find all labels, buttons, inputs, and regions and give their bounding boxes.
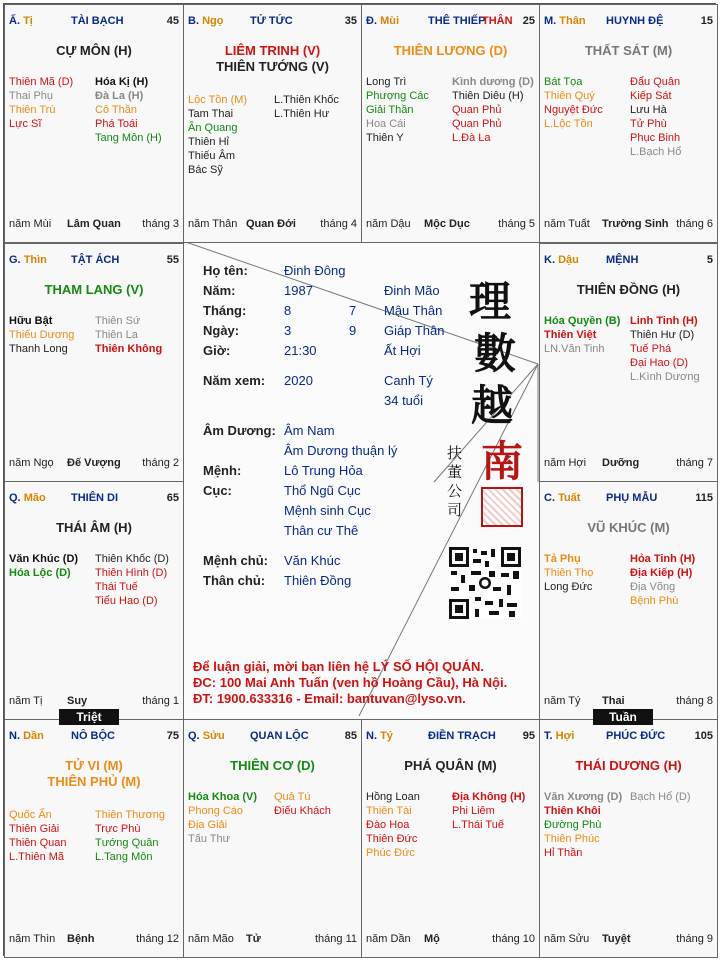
star-column-right <box>452 75 534 145</box>
minor-star: Tiểu Hao (D) <box>95 595 158 607</box>
palace-header <box>366 730 535 744</box>
star-column-left <box>544 790 622 860</box>
palace-cell[interactable] <box>4 243 184 482</box>
minor-star: Thiên Mã (D) <box>9 76 74 88</box>
palace-header <box>9 254 179 268</box>
footer-stage: Mộ <box>424 933 440 945</box>
minor-star: Trực Phù <box>95 823 141 835</box>
star-column-left <box>9 314 74 356</box>
minor-star: Bát Tọa <box>544 76 583 88</box>
minor-star: Thiên Thọ <box>544 567 594 579</box>
cuc-value: Thổ Ngũ Cục <box>284 483 361 498</box>
can-chi: B. Ngọ <box>188 15 224 27</box>
star-column-left <box>544 75 603 131</box>
palace-name: THÊ THIẾP <box>428 15 486 27</box>
minor-star: Đà La (H) <box>95 90 144 102</box>
palace-footer <box>544 457 713 471</box>
palace-cell[interactable] <box>539 4 718 243</box>
hour-value: 21:30 <box>284 343 317 358</box>
year-label: Năm: <box>203 283 236 298</box>
minor-star: Thiên Khôi <box>544 805 601 817</box>
contact-line-3[interactable]: ĐT: 1900.633316 - Email: bantuvan@lyso.vn. <box>193 691 466 706</box>
minor-star: L.Lộc Tồn <box>544 118 593 130</box>
minor-star: Lưu Hà <box>630 104 667 116</box>
minor-star: Đường Phù <box>544 819 602 831</box>
menh-chu-label: Mệnh chủ: <box>203 553 268 568</box>
star-column-right <box>95 75 162 145</box>
minor-star: Tấu Thư <box>188 833 231 845</box>
minor-star: Tam Thai <box>188 108 234 120</box>
main-stars <box>362 43 539 59</box>
minor-star: Hữu Bật <box>9 315 53 327</box>
minor-star: Phượng Các <box>366 90 429 102</box>
main-star: THIÊN PHỦ (M) <box>47 774 141 789</box>
palace-header <box>9 492 179 506</box>
view-year: 2020 <box>284 373 313 388</box>
footer-year: năm Dậu <box>366 218 411 230</box>
minor-star: Thiên Thương <box>95 809 166 821</box>
menh-value: Lô Trung Hỏa <box>284 463 363 478</box>
palace-header <box>544 15 713 29</box>
star-column-right <box>274 790 331 818</box>
palace-name: TÀI BẠCH <box>71 15 124 27</box>
can-chi: N. Dần <box>9 730 44 742</box>
palace-footer <box>366 933 535 947</box>
age: 34 tuổi <box>384 393 424 408</box>
minor-star: Thiên Đức <box>366 833 418 845</box>
than-chu-label: Thân chủ: <box>203 573 266 588</box>
palace-footer <box>9 933 179 947</box>
can-chi: Ấ. Tị <box>9 15 33 27</box>
minor-star: Hỉ Thần <box>544 847 583 859</box>
star-column-right <box>452 790 525 832</box>
cuc-note-1: Mệnh sinh Cục <box>284 503 371 518</box>
year-solar: 1987 <box>284 283 313 298</box>
minor-star: Thiên Giải <box>9 823 60 835</box>
star-column-left <box>366 790 420 860</box>
minor-star: Ân Quang <box>188 122 238 134</box>
minor-star: Nguyệt Đức <box>544 104 603 116</box>
minor-star: Quả Tú <box>274 791 311 803</box>
can-chi: T. Hợi <box>544 730 575 742</box>
palace-name: NÔ BỘC <box>71 730 115 742</box>
minor-star: Đại Hao (D) <box>630 357 689 369</box>
contact-line-2: ĐC: 100 Mai Anh Tuấn (ven hồ Hoàng Cầu), Hà Nội. <box>193 675 508 690</box>
footer-year: năm Mão <box>188 933 234 945</box>
palace-name: THIÊN DI <box>71 492 119 504</box>
main-stars <box>540 43 717 59</box>
footer-stage: Thai <box>602 695 625 707</box>
minor-star: Bệnh Phù <box>630 595 679 607</box>
palace-number: 55 <box>166 254 179 266</box>
minor-star: Lực Sĩ <box>9 118 42 130</box>
footer-month: tháng 8 <box>676 695 713 707</box>
minor-star: Điếu Khách <box>274 805 331 817</box>
palace-number: 65 <box>166 492 179 504</box>
menh-chu-value: Văn Khúc <box>284 553 341 568</box>
minor-star: Kình dương (D) <box>452 76 534 88</box>
minor-star: Thiên Sứ <box>95 315 141 327</box>
main-stars <box>540 282 717 298</box>
footer-month: tháng 12 <box>136 933 179 945</box>
tuan-tag: Tuần <box>593 709 653 725</box>
minor-star: L.Thái Tuế <box>452 819 504 831</box>
minor-star: L.Thiên Hư <box>274 108 330 120</box>
minor-star: Thiếu Dương <box>9 329 75 341</box>
star-column-left <box>188 93 247 177</box>
main-star: THÁI DƯƠNG (H) <box>575 758 682 773</box>
palace-footer <box>9 218 179 232</box>
main-star: LIÊM TRINH (V) <box>224 43 321 58</box>
footer-stage: Suy <box>67 695 88 707</box>
main-stars <box>362 758 539 774</box>
minor-star: Hóa Kị (H) <box>95 76 149 88</box>
minor-star: Quốc Ấn <box>9 809 52 821</box>
main-star: THIÊN LƯƠNG (D) <box>393 43 508 58</box>
minor-star: Thiên Quan <box>9 837 67 849</box>
main-stars <box>540 520 717 536</box>
palace-name: PHÚC ĐỨC <box>606 730 666 742</box>
star-column-right <box>630 75 681 159</box>
hour-label: Giờ: <box>203 343 231 358</box>
minor-star: Địa Không (H) <box>452 791 526 803</box>
minor-star: LN.Văn Tinh <box>544 343 605 355</box>
star-column-left <box>9 808 66 864</box>
star-column-left <box>9 552 78 580</box>
minor-star: Kiếp Sát <box>630 90 672 102</box>
footer-month: tháng 4 <box>320 218 357 230</box>
seal-char-4: 南 <box>481 437 524 486</box>
main-star: PHÁ QUÂN (M) <box>404 758 497 773</box>
footer-year: năm Tý <box>544 695 581 707</box>
view-year-label: Năm xem: <box>203 373 266 388</box>
minor-star: L.Thiên Khốc <box>274 94 339 106</box>
footer-month: tháng 9 <box>676 933 713 945</box>
main-star: THIÊN CƠ (D) <box>230 758 315 773</box>
main-stars <box>5 758 183 790</box>
minor-star: Đẩu Quân <box>630 76 681 88</box>
footer-year: năm Thân <box>188 218 238 230</box>
palace-header <box>188 15 357 29</box>
footer-stage: Quan Đới <box>246 218 296 230</box>
minor-star: Thiếu Âm <box>188 150 236 162</box>
palace-name: QUAN LỘC <box>250 730 309 742</box>
cuc-label: Cục: <box>203 483 232 498</box>
minor-star: L.Thiên Mã <box>9 851 65 863</box>
minor-star: Thai Phụ <box>9 90 54 102</box>
hour-lunar: Ất Hợi <box>384 343 421 358</box>
star-column-right <box>95 314 162 356</box>
minor-star: Hỏa Tinh (H) <box>630 553 696 565</box>
footer-stage: Tử <box>246 933 261 945</box>
footer-month: tháng 3 <box>142 218 179 230</box>
star-column-right <box>630 314 700 384</box>
palace-header <box>188 730 357 744</box>
minor-star: Thiên Hỉ <box>188 136 229 148</box>
minor-star: Tuế Phá <box>630 343 672 355</box>
main-star: THÁI ÂM (H) <box>56 520 132 535</box>
center-panel <box>179 239 535 715</box>
palace-cell[interactable] <box>183 4 362 243</box>
can-chi: K. Dậu <box>544 254 579 266</box>
cuc-note-2: Thân cư Thê <box>284 523 359 538</box>
footer-year: năm Ngọ <box>9 457 54 469</box>
than-chu-value: Thiên Đồng <box>284 573 352 588</box>
menh-label: Mệnh: <box>203 463 242 478</box>
star-column-left <box>9 75 73 131</box>
palace-header <box>544 730 713 744</box>
star-column-right <box>95 808 165 864</box>
minor-star: Hoa Cái <box>366 118 406 130</box>
minor-star: Thiên Tài <box>366 805 412 817</box>
seal-char-2: 數 <box>474 329 517 378</box>
footer-year: năm Hợi <box>544 457 587 469</box>
can-chi: Q. Mão <box>9 492 46 504</box>
palace-name: PHỤ MẪU <box>606 492 658 504</box>
minor-star: Tướng Quân <box>95 837 159 849</box>
than-marker: THÂN <box>482 15 513 27</box>
footer-month: tháng 11 <box>314 933 357 945</box>
can-chi: Đ. Mùi <box>366 15 400 27</box>
minor-star: Đào Hoa <box>366 819 410 831</box>
palace-number: 5 <box>706 254 713 266</box>
month-lunar-num: 7 <box>349 303 357 318</box>
minor-star: Lộc Tồn (M) <box>188 94 248 106</box>
star-column-right <box>274 93 339 121</box>
palace-number: 115 <box>695 492 713 504</box>
minor-star: Tả Phụ <box>544 553 581 565</box>
view-year-lunar: Canh Tý <box>384 373 433 388</box>
minor-star: Tang Môn (H) <box>95 132 162 144</box>
minor-star: Linh Tinh (H) <box>630 315 698 327</box>
palace-cell[interactable] <box>183 719 362 958</box>
minor-star: Tử Phù <box>630 118 667 130</box>
footer-month: tháng 2 <box>142 457 179 469</box>
palace-cell[interactable] <box>361 4 540 243</box>
yinyang-label: Âm Dương: <box>203 423 276 438</box>
name-label: Họ tên: <box>203 263 248 278</box>
seal-char-3: 越 <box>471 381 514 430</box>
minor-star: L.Tang Môn <box>95 851 153 863</box>
palace-header <box>9 730 179 744</box>
minor-star: L.Đà La <box>452 132 491 144</box>
minor-star: Thiên La <box>95 329 138 341</box>
star-column-right <box>630 552 695 608</box>
palace-cell[interactable] <box>539 243 718 482</box>
palace-header <box>544 492 713 506</box>
palace-cell[interactable] <box>539 719 718 958</box>
minor-star: Thiên Quý <box>544 90 595 102</box>
footer-stage: Bệnh <box>67 933 95 945</box>
minor-star: Bạch Hổ (D) <box>630 791 691 803</box>
footer-year: năm Mùi <box>9 218 52 230</box>
minor-star: Bác Sỹ <box>188 164 223 176</box>
footer-month: tháng 5 <box>498 218 535 230</box>
minor-star: Cô Thần <box>95 104 137 116</box>
palace-cell[interactable] <box>4 4 184 243</box>
month-lunar: Mậu Thân <box>384 303 443 318</box>
main-star: THAM LANG (V) <box>44 282 144 297</box>
main-star: TỬ VI (M) <box>65 758 123 773</box>
footer-year: năm Dần <box>366 933 411 945</box>
minor-star: Phong Cáo <box>188 805 244 817</box>
palace-cell[interactable] <box>539 481 718 720</box>
can-chi: Q. Sửu <box>188 730 225 742</box>
minor-star: Địa Võng <box>630 581 676 593</box>
palace-number: 35 <box>344 15 357 27</box>
palace-footer <box>366 218 535 232</box>
seal-small-text: 扶 董 公 司 <box>447 444 463 519</box>
minor-star: Hồng Loan <box>366 791 420 803</box>
palace-number: 75 <box>166 730 179 742</box>
main-star: THẤT SÁT (M) <box>584 43 673 58</box>
year-lunar: Đinh Mão <box>384 283 440 298</box>
minor-star: Quan Phủ <box>452 118 502 130</box>
minor-star: Thái Tuế <box>95 581 138 593</box>
minor-star: Giải Thần <box>366 104 414 116</box>
footer-stage: Mộc Dục <box>424 218 470 230</box>
minor-star: Hóa Lộc (D) <box>9 567 71 579</box>
palace-number: 85 <box>344 730 357 742</box>
footer-stage: Tuyệt <box>602 933 631 945</box>
month-label: Tháng: <box>203 303 247 318</box>
main-stars <box>5 282 183 298</box>
palace-footer <box>188 933 357 947</box>
minor-star: L.Bạch Hổ <box>630 146 682 158</box>
footer-year: năm Thìn <box>9 933 56 945</box>
palace-header <box>9 15 179 29</box>
palace-header <box>544 254 713 268</box>
footer-stage: Lâm Quan <box>67 218 121 230</box>
star-column-left <box>544 314 620 356</box>
minor-star: Văn Xương (D) <box>544 791 623 803</box>
can-chi: M. Thân <box>544 15 586 27</box>
palace-number: 95 <box>522 730 535 742</box>
minor-star: Long Đức <box>544 581 593 593</box>
palace-name: TẬT ÁCH <box>71 254 120 266</box>
main-star: THIÊN ĐỒNG (H) <box>576 282 681 297</box>
palace-cell[interactable] <box>4 719 184 958</box>
main-star: THIÊN TƯỚNG (V) <box>216 59 329 74</box>
minor-star: Thiên Phúc <box>544 833 600 845</box>
day-label: Ngày: <box>203 323 240 338</box>
can-chi: G. Thìn <box>9 254 47 266</box>
star-column-left <box>188 790 257 846</box>
palace-name: HUYNH ĐỆ <box>606 15 664 27</box>
footer-stage: Đế Vượng <box>67 457 121 469</box>
day-lunar: Giáp Thân <box>384 323 445 338</box>
minor-star: Thiên Y <box>366 132 404 144</box>
minor-star: Văn Khúc (D) <box>9 553 79 565</box>
day-solar: 3 <box>284 323 292 338</box>
red-stamp <box>481 487 523 527</box>
triet-tag: Triệt <box>59 709 119 725</box>
star-column-right <box>95 552 169 608</box>
footer-year: năm Sửu <box>544 933 590 945</box>
minor-star: Thiên Trù <box>9 104 56 116</box>
minor-star: Thiên Diêu (H) <box>452 90 524 102</box>
palace-number: 45 <box>166 15 179 27</box>
main-stars <box>5 520 183 536</box>
minor-star: Phúc Đức <box>366 847 415 859</box>
minor-star: Địa Kiếp (H) <box>630 567 693 579</box>
minor-star: Thanh Long <box>9 343 68 355</box>
minor-star: Thiên Hư (D) <box>630 329 695 341</box>
minor-star: Hóa Quyền (B) <box>544 315 621 327</box>
minor-star: Hóa Khoa (V) <box>188 791 258 803</box>
main-stars <box>5 43 183 59</box>
palace-footer <box>188 218 357 232</box>
palace-footer <box>544 933 713 947</box>
yinyang-value: Âm Nam <box>284 423 335 438</box>
footer-stage: Trường Sinh <box>602 218 669 230</box>
footer-stage: Dưỡng <box>602 457 640 469</box>
minor-star: Phá Toái <box>95 118 138 130</box>
main-star: VŨ KHÚC (M) <box>587 520 670 535</box>
footer-month: tháng 10 <box>492 933 535 945</box>
minor-star: Thiên Việt <box>544 329 597 341</box>
yinyang-note: Âm Dương thuận lý <box>284 443 398 458</box>
can-chi: C. Tuất <box>544 492 581 504</box>
footer-month: tháng 6 <box>676 218 713 230</box>
seal-char-1: 理 <box>469 277 512 326</box>
palace-name: ĐIỀN TRẠCH <box>428 730 496 742</box>
star-column-right <box>630 790 691 804</box>
minor-star: L.Kình Dương <box>630 371 700 383</box>
main-stars <box>184 43 361 75</box>
palace-number: 15 <box>700 15 713 27</box>
qr-code <box>449 547 521 619</box>
footer-year: năm Tị <box>9 695 43 707</box>
palace-number: 25 <box>522 15 535 27</box>
main-stars <box>540 758 717 774</box>
footer-month: tháng 7 <box>676 457 713 469</box>
palace-footer <box>9 695 179 709</box>
can-chi: N. Tý <box>366 730 393 742</box>
palace-footer <box>9 457 179 471</box>
month-solar: 8 <box>284 303 292 318</box>
palace-cell[interactable] <box>361 719 540 958</box>
minor-star: Thiên Khốc (D) <box>95 553 169 565</box>
star-column-left <box>366 75 429 145</box>
minor-star: Phục Binh <box>630 132 681 144</box>
minor-star: Quan Phủ <box>452 104 502 116</box>
minor-star: Thiên Không <box>95 343 163 355</box>
palace-header <box>366 15 535 29</box>
main-star: CỰ MÔN (H) <box>56 43 132 58</box>
day-lunar-num: 9 <box>349 323 357 338</box>
palace-name: TỬ TỨC <box>250 15 293 27</box>
palace-name: MỆNH <box>606 254 639 266</box>
minor-star: Long Trì <box>366 76 407 88</box>
palace-footer <box>544 695 713 709</box>
minor-star: Thiên Hình (D) <box>95 567 168 579</box>
palace-number: 105 <box>694 730 713 742</box>
minor-star: Phi Liêm <box>452 805 495 817</box>
main-stars <box>184 758 361 774</box>
minor-star: Địa Giải <box>188 819 228 831</box>
star-column-left <box>544 552 593 594</box>
contact-line-1: Để luận giải, mời bạn liên hệ LÝ SỐ HỘI QUÁN. <box>193 659 484 674</box>
palace-cell[interactable] <box>4 481 184 720</box>
palace-footer <box>544 218 713 232</box>
footer-year: năm Tuất <box>544 218 590 230</box>
name-value: Đinh Đông <box>284 263 346 278</box>
footer-month: tháng 1 <box>142 695 179 707</box>
